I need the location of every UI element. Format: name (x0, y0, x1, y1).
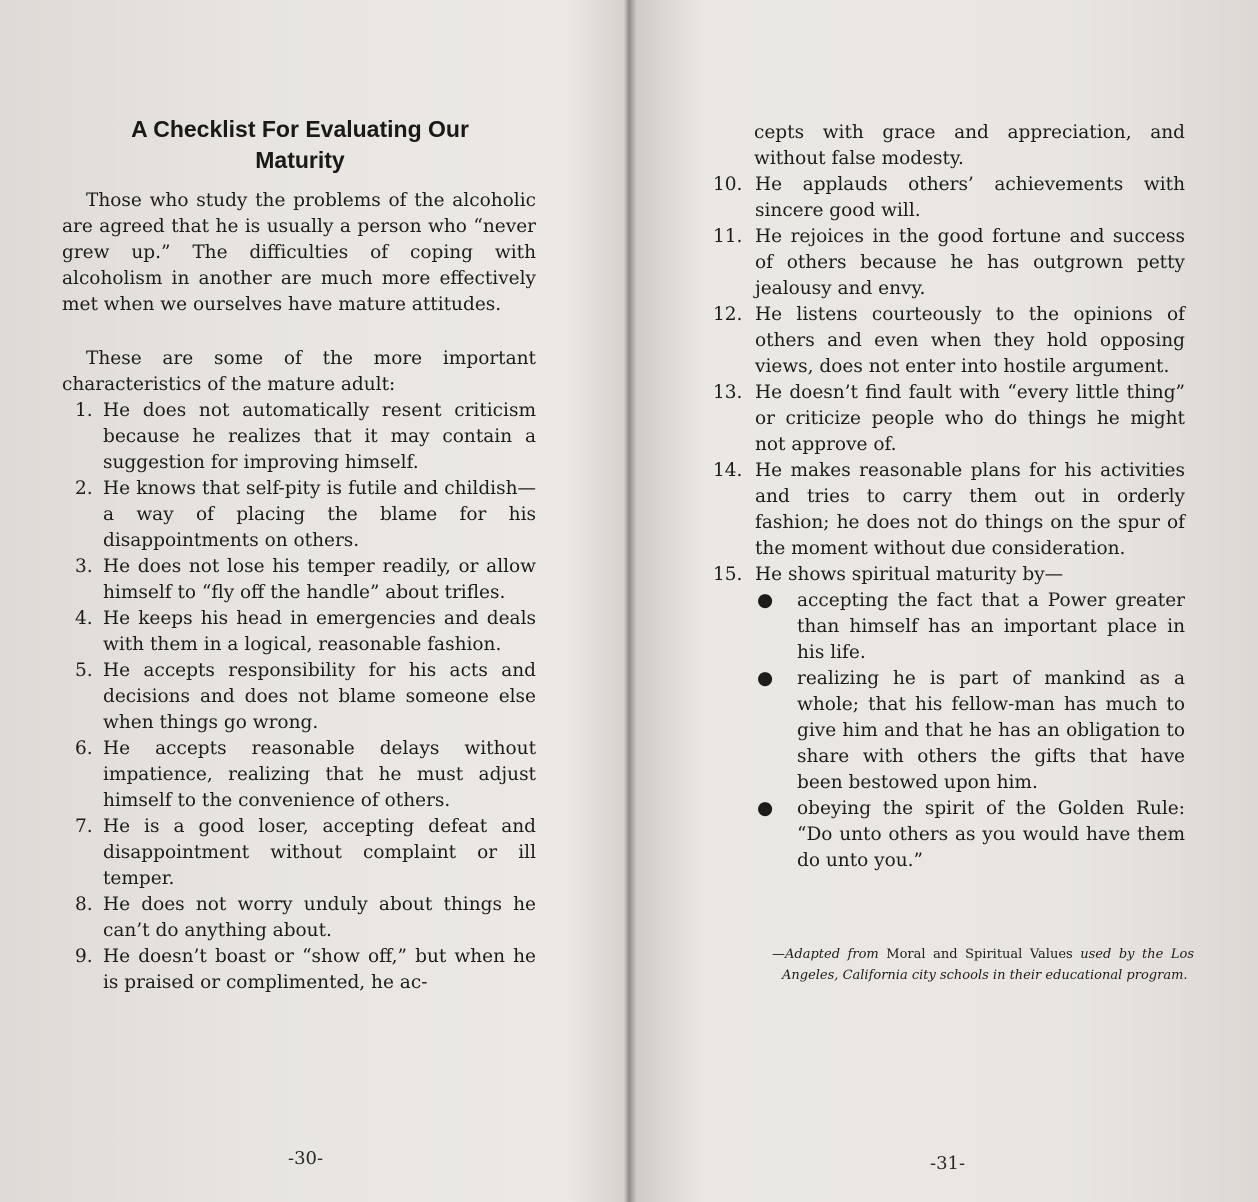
source-suffix: used by the Los Angeles, California city schools in their educational program. (782, 947, 1195, 983)
checklist-item (75, 814, 536, 892)
spiritual-maturity-list (755, 588, 1185, 874)
checklist-item (75, 892, 536, 944)
continued-text: cepts with grace and appreciation, and without false modesty. (754, 122, 1185, 169)
item-text: He knows that self-pity is futile and childish—a way of placing the blame for his disappointments on others. (103, 478, 536, 551)
item-number: 11. (713, 226, 743, 247)
item-text: He doesn’t find fault with “every little thing” or criticize people who do things he might not approve of. (755, 382, 1185, 455)
item-number: 4. (75, 608, 93, 629)
checklist-item (713, 302, 1185, 380)
item-text: He applauds others’ achievements with sincere good will. (755, 174, 1185, 221)
item-text: He keeps his head in emergencies and deals with them in a logical, reasonable fashion. (103, 608, 536, 655)
intro-paragraph-1: Those who study the problems of the alcoholic are agreed that he is usually a person who “never grew up.” The difficulties of coping with alcoholism in another are much more effectively met when we ourselves have mature attitudes. (62, 190, 536, 315)
item-text: He is a good loser, accepting defeat and disappointment without complaint or ill temper. (103, 816, 536, 889)
source-work: Moral and Spiritual Values (886, 947, 1073, 962)
page-number: -30- (288, 1148, 324, 1169)
item-number: 6. (75, 738, 93, 759)
checklist-right (713, 172, 1185, 874)
left-page (0, 0, 628, 1202)
checklist-item (75, 554, 536, 606)
bullet-text: accepting the fact that a Power greater than himself has an important place in his life. (797, 590, 1185, 663)
item-number: 12. (713, 304, 743, 325)
item-text: He does not automatically resent criticism because he realizes that it may contain a suggestion for improving himself. (103, 400, 536, 473)
item-number: 14. (713, 460, 743, 481)
item-text: He accepts reasonable delays without impatience, realizing that he must adjust himself to the convenience of others. (103, 738, 536, 811)
item-text: He doesn’t boast or “show off,” but when he is praised or complimented, he ac- (103, 946, 536, 993)
item-number: 1. (75, 400, 93, 421)
checklist-item (75, 476, 536, 554)
checklist-item (713, 380, 1185, 458)
item-number: 15. (713, 564, 743, 585)
checklist-item (713, 562, 1185, 874)
checklist-item (713, 458, 1185, 562)
bullet-icon: ● (757, 590, 774, 611)
item-text: He does not lose his temper readily, or allow himself to “fly off the handle” about trifles. (103, 556, 536, 603)
item-number: 10. (713, 174, 743, 195)
checklist-item (75, 606, 536, 658)
item-text: He accepts responsibility for his acts and decisions and does not blame someone else when things go wrong. (103, 660, 536, 733)
checklist-item (75, 944, 536, 996)
item-text: He rejoices in the good fortune and success of others because he has outgrown petty jealousy and envy. (755, 226, 1185, 299)
bullet-item (755, 666, 1185, 796)
item-number: 13. (713, 382, 743, 403)
bullet-text: obeying the spirit of the Golden Rule: “Do unto others as you would have them do unto you.” (797, 798, 1185, 871)
page-number: -31- (930, 1153, 966, 1174)
bullet-item (755, 796, 1185, 874)
item-text: He shows spiritual maturity by— (755, 564, 1064, 585)
source-prefix: —Adapted from (772, 947, 879, 962)
checklist-item (75, 398, 536, 476)
item-text: He listens courteously to the opinions of others and even when they hold opposing views, does not enter into hostile argument. (755, 304, 1185, 377)
item-number: 9. (75, 946, 93, 967)
bullet-icon: ● (757, 668, 774, 689)
bullet-text: realizing he is part of mankind as a whole; that his fellow-man has much to give him and that he has an obligation to share with others the gifts that have been bestowed upon him. (797, 668, 1185, 793)
item-number: 5. (75, 660, 93, 681)
bullet-icon: ● (757, 798, 774, 819)
page-title: A Checklist For Evaluating Our Maturity (131, 116, 469, 173)
checklist-left (75, 398, 536, 996)
checklist-item (713, 172, 1185, 224)
item-number: 7. (75, 816, 93, 837)
item-number: 3. (75, 556, 93, 577)
source-attribution (772, 944, 1194, 986)
item-number: 8. (75, 894, 93, 915)
item-text: He does not worry unduly about things he can’t do anything about. (103, 894, 536, 941)
intro-paragraph-2: These are some of the more important characteristics of the mature adult: (62, 348, 536, 395)
checklist-item (75, 658, 536, 736)
bullet-item (755, 588, 1185, 666)
checklist-item (75, 736, 536, 814)
item-number: 2. (75, 478, 93, 499)
checklist-item (713, 224, 1185, 302)
item-text: He makes reasonable plans for his activities and tries to carry them out in orderly fashion; he does not do things on the spur of the moment without due consideration. (755, 460, 1185, 559)
